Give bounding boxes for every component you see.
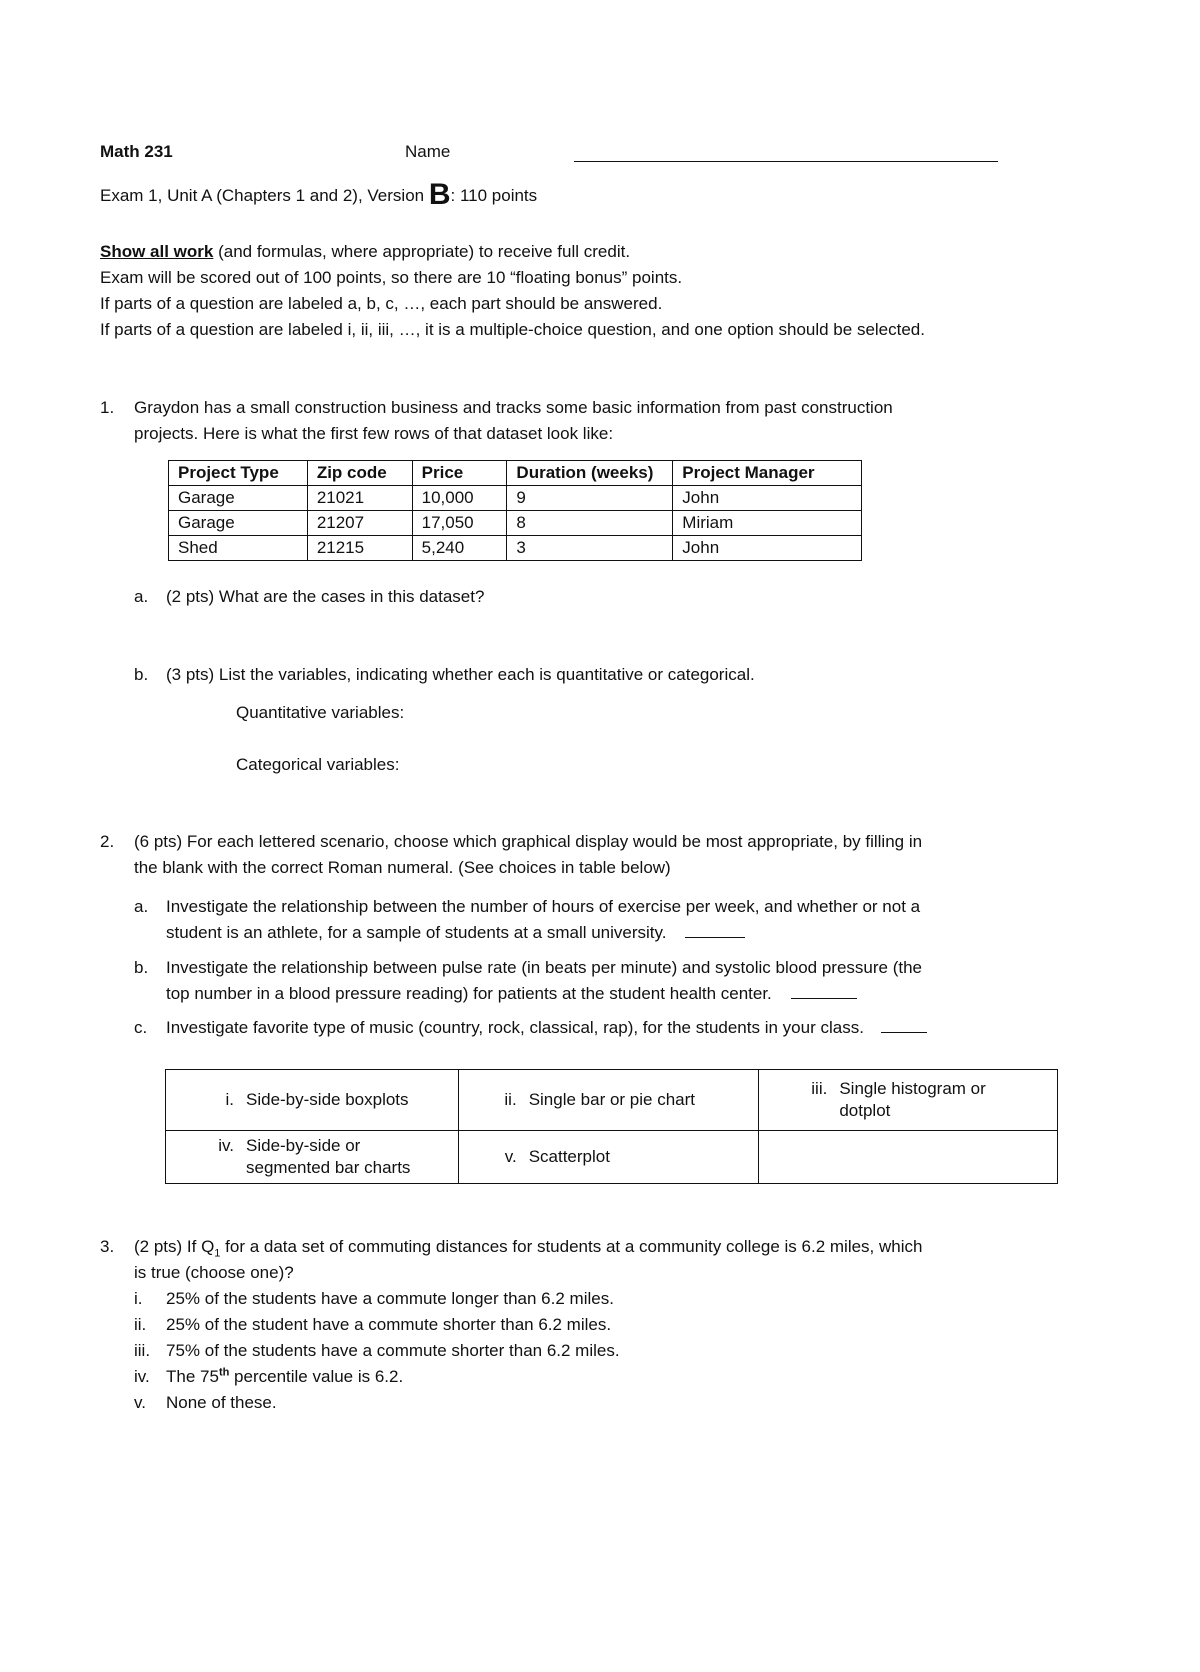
exam-title (100, 178, 538, 211)
choice-cell (759, 1070, 1058, 1131)
choice-text: Side-by-side boxplots (246, 1090, 409, 1109)
instruction-roman-parts: If parts of a question are labeled i, ii, iii, …, it is a multiple-choice question, and one option should be selected. (100, 320, 925, 339)
table-cell: 5,240 (412, 536, 507, 561)
q2-text-line2: the blank with the correct Roman numeral. (See choices in table below) (134, 858, 671, 877)
graphical-display-choices-table (165, 1069, 1058, 1184)
show-work-rest: (and formulas, where appropriate) to receive full credit. (213, 242, 631, 261)
q2a-line2-text: student is an athlete, for a sample of students at a small university. (166, 923, 667, 942)
instruction-show-work (100, 241, 630, 263)
table-cell: John (673, 486, 862, 511)
table-cell: 21215 (307, 536, 412, 561)
table-header-cell: Project Manager (673, 461, 862, 486)
exam-title-text: Exam 1, Unit A (Chapters 1 and 2), Version (100, 186, 429, 205)
table-cell: 21021 (307, 486, 412, 511)
q1-number: 1. (100, 398, 115, 417)
q2b-label: b. (134, 958, 149, 977)
choice-text-line1: Side-by-side or (246, 1136, 361, 1155)
q1b-text: (3 pts) List the variables, indicating whether each is quantitative or categorical. (166, 665, 755, 684)
q3-text-line1 (134, 1236, 922, 1258)
q2-number: 2. (100, 832, 115, 851)
q3-option-ii: 25% of the student have a commute shorter than 6.2 miles. (166, 1315, 612, 1334)
q3-text-pre: (2 pts) If Q (134, 1237, 215, 1256)
q2c-label: c. (134, 1018, 148, 1037)
q1a-text: (2 pts) What are the cases in this dataset? (166, 587, 485, 606)
table-cell: Miriam (673, 511, 862, 536)
choice-text: Scatterplot (528, 1147, 610, 1166)
name-label: Name (405, 142, 451, 161)
q3-option-iv-numeral: iv. (134, 1367, 150, 1386)
choice-numeral: v. (504, 1147, 517, 1166)
quantitative-variables-label: Quantitative variables: (236, 703, 405, 722)
q3-option-iv-post: percentile value is 6.2. (229, 1367, 404, 1386)
q2b-line2 (166, 983, 857, 1005)
q2a-line1: Investigate the relationship between the number of hours of exercise per week, and whether or not a (166, 897, 921, 916)
q2b-line2-text: top number in a blood pressure reading) for patients at the student health center. (166, 984, 772, 1003)
q3-option-iv (166, 1366, 403, 1388)
choice-text (246, 1135, 410, 1179)
choice-cell (458, 1070, 759, 1131)
q3-option-v: None of these. (166, 1393, 277, 1412)
table-header-row (169, 461, 862, 486)
table-header-cell: Zip code (307, 461, 412, 486)
choice-numeral: ii. (504, 1090, 517, 1109)
q3-option-i: 25% of the students have a commute longer than 6.2 miles. (166, 1289, 614, 1308)
q2a-line2 (166, 922, 745, 944)
choice-text (839, 1078, 985, 1122)
choice-cell (166, 1131, 459, 1184)
choice-text: Single bar or pie chart (528, 1090, 696, 1109)
exam-points: : 110 points (450, 186, 538, 205)
q3-text-post: for a data set of commuting distances for students at a community college is 6.2 miles, which (220, 1237, 923, 1256)
choice-cell (458, 1131, 759, 1184)
choice-cell-empty (759, 1131, 1058, 1184)
q3-option-iii: 75% of the students have a commute shorter than 6.2 miles. (166, 1341, 620, 1360)
q1b-label: b. (134, 665, 149, 684)
table-cell: 17,050 (412, 511, 507, 536)
table-cell: 21207 (307, 511, 412, 536)
table-header-cell: Duration (weeks) (507, 461, 673, 486)
table-cell: 3 (507, 536, 673, 561)
q1-text-line1: Graydon has a small construction business and tracks some basic information from past construction (134, 398, 893, 417)
q3-option-v-numeral: v. (134, 1393, 146, 1412)
table-cell: 9 (507, 486, 673, 511)
q3-subscript: 1 (214, 1247, 221, 1260)
instruction-scoring: Exam will be scored out of 100 points, so there are 10 “floating bonus” points. (100, 268, 683, 287)
table-row (169, 536, 862, 561)
choice-numeral: iv. (218, 1136, 234, 1155)
table-cell: John (673, 536, 862, 561)
table-header-cell: Price (412, 461, 507, 486)
q3-option-i-numeral: i. (134, 1289, 143, 1308)
q3-text-line2: is true (choose one)? (134, 1263, 294, 1282)
choice-numeral: iii. (811, 1079, 828, 1098)
choice-cell (166, 1070, 459, 1131)
table-row (169, 511, 862, 536)
table-cell: 8 (507, 511, 673, 536)
q3-number: 3. (100, 1237, 115, 1256)
q2c-answer-blank[interactable] (881, 1018, 927, 1033)
choice-text-line2: segmented bar charts (246, 1158, 411, 1177)
q2a-label: a. (134, 897, 149, 916)
q1-text-line2: projects. Here is what the first few rows of that dataset look like: (134, 424, 614, 443)
table-header-cell: Project Type (169, 461, 308, 486)
table-cell: Garage (169, 511, 308, 536)
q3-option-iv-sup: th (218, 1366, 230, 1379)
table-row (169, 486, 862, 511)
q2c-line1 (166, 1017, 927, 1039)
q2c-line1-text: Investigate favorite type of music (country, rock, classical, rap), for the students in your class. (166, 1018, 864, 1037)
q1a-label: a. (134, 587, 149, 606)
table-cell: Garage (169, 486, 308, 511)
choices-row (166, 1131, 1058, 1184)
q3-option-iii-numeral: iii. (134, 1341, 151, 1360)
show-all-work-emphasis: Show all work (100, 242, 214, 261)
q2b-answer-blank[interactable] (791, 984, 857, 999)
categorical-variables-label: Categorical variables: (236, 755, 400, 774)
name-blank-line[interactable] (574, 141, 998, 162)
choice-text-line2: dotplot (839, 1101, 891, 1120)
instruction-lettered-parts: If parts of a question are labeled a, b, c, …, each part should be answered. (100, 294, 663, 313)
q3-option-ii-numeral: ii. (134, 1315, 147, 1334)
table-cell: 10,000 (412, 486, 507, 511)
version-letter: B (428, 178, 451, 211)
q3-option-iv-pre: The 75 (166, 1367, 219, 1386)
q2b-line1: Investigate the relationship between pulse rate (in beats per minute) and systolic blood pressure (the (166, 958, 922, 977)
table-cell: Shed (169, 536, 308, 561)
choice-text-line1: Single histogram or (839, 1079, 986, 1098)
course-title: Math 231 (100, 142, 173, 161)
q2a-answer-blank[interactable] (685, 923, 745, 938)
choices-row (166, 1070, 1058, 1131)
q1-dataset-table (168, 460, 862, 561)
q2-text-line1: (6 pts) For each lettered scenario, choose which graphical display would be most appropriate, by filling in (134, 832, 923, 851)
choice-numeral: i. (225, 1090, 234, 1109)
